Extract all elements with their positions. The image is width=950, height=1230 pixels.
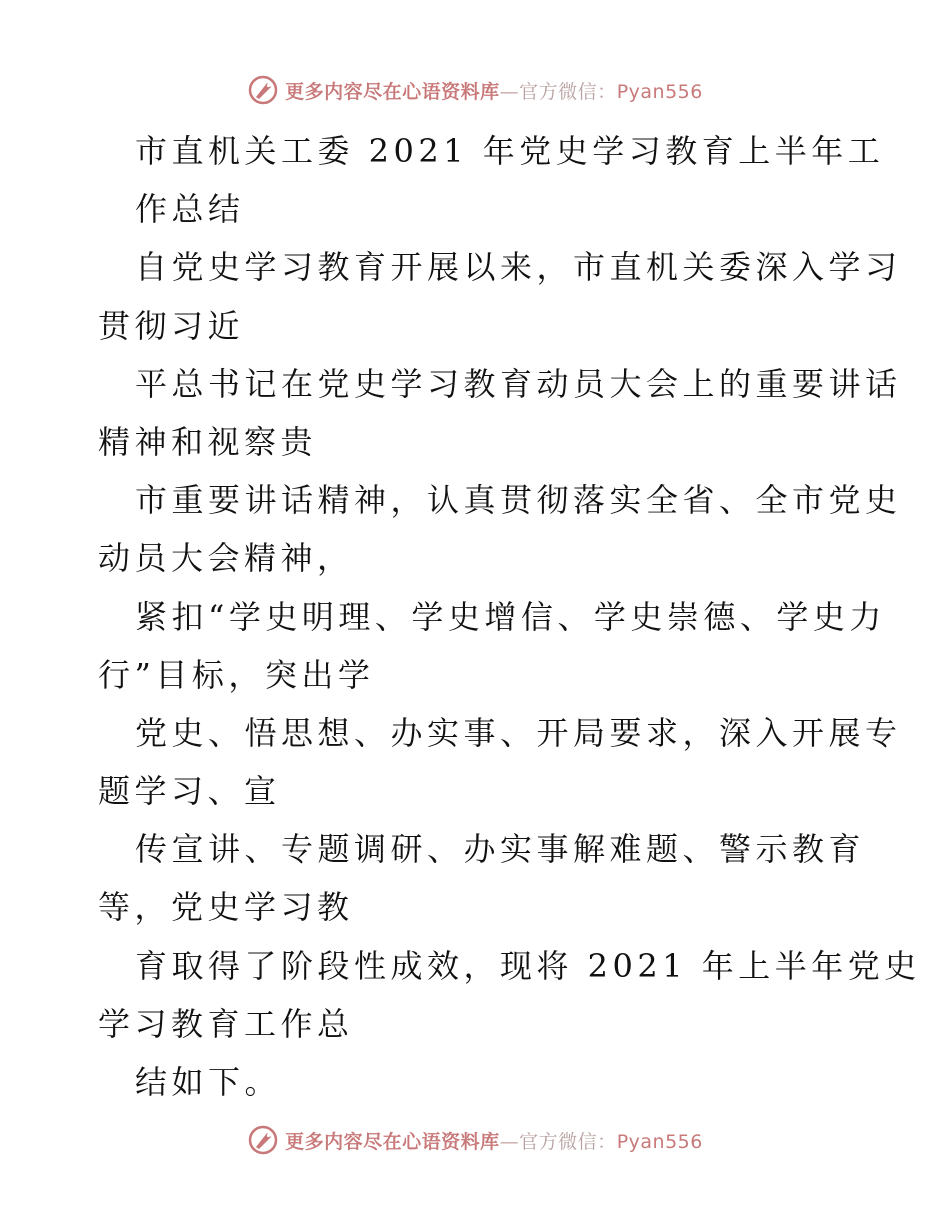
- paragraph-line: 题学习、宣: [98, 772, 281, 811]
- paragraph-line: 行”目标，突出学: [98, 655, 375, 694]
- paragraph-line: 等，党史学习教: [98, 888, 354, 927]
- watermark-wechat-id: Pyan556: [616, 80, 703, 103]
- paragraph-line: 紧扣“学史明理、学史增信、学史崇德、学史力: [135, 597, 886, 636]
- watermark-separator: —: [499, 1130, 520, 1153]
- document-body: [98, 122, 921, 1111]
- paragraph-line: 精神和视察贵: [98, 422, 318, 461]
- watermark-text: [285, 77, 703, 104]
- watermark-wechat-id: Pyan556: [616, 1130, 703, 1153]
- watermark-brand: 更多内容尽在心语资料库: [285, 80, 500, 103]
- paragraph-line: 学习教育工作总: [98, 1004, 354, 1043]
- paragraph-line: 育取得了阶段性成效，现将 2021 年上半年党史: [135, 946, 921, 985]
- watermark-separator: —: [499, 80, 520, 103]
- watermark-label: 官方微信：: [519, 80, 617, 103]
- paragraph-line: 贯彻习近: [98, 306, 245, 345]
- watermark-brand: 更多内容尽在心语资料库: [285, 1130, 500, 1153]
- paragraph-line: 传宣讲、专题调研、办实事解难题、警示教育: [135, 830, 866, 869]
- pen-nib-seal-icon: [247, 74, 279, 106]
- paragraph-line: 平总书记在党史学习教育动员大会上的重要讲话: [135, 364, 902, 403]
- watermark-label: 官方微信：: [519, 1130, 617, 1153]
- paragraph-line: 动员大会精神，: [98, 539, 354, 578]
- pen-nib-seal-icon: [247, 1124, 279, 1156]
- paragraph-line: 自党史学习教育开展以来，市直机关委深入学习: [135, 248, 902, 287]
- paragraph-line: 市直机关工委 2021 年党史学习教育上半年工: [135, 132, 885, 170]
- paragraph-line: 市重要讲话精神，认真贯彻落实全省、全市党史: [135, 481, 902, 520]
- paragraph-line: 党史、悟思想、办实事、开局要求，深入开展专: [135, 713, 902, 752]
- watermark-text: [285, 1127, 703, 1154]
- paragraph-line: 作总结: [135, 190, 245, 229]
- paragraph-line: 结如下。: [135, 1063, 282, 1101]
- watermark-content: [247, 74, 703, 106]
- watermark-content: [247, 1124, 703, 1156]
- watermark-banner-top: [0, 70, 950, 110]
- watermark-banner-bottom: [0, 1120, 950, 1160]
